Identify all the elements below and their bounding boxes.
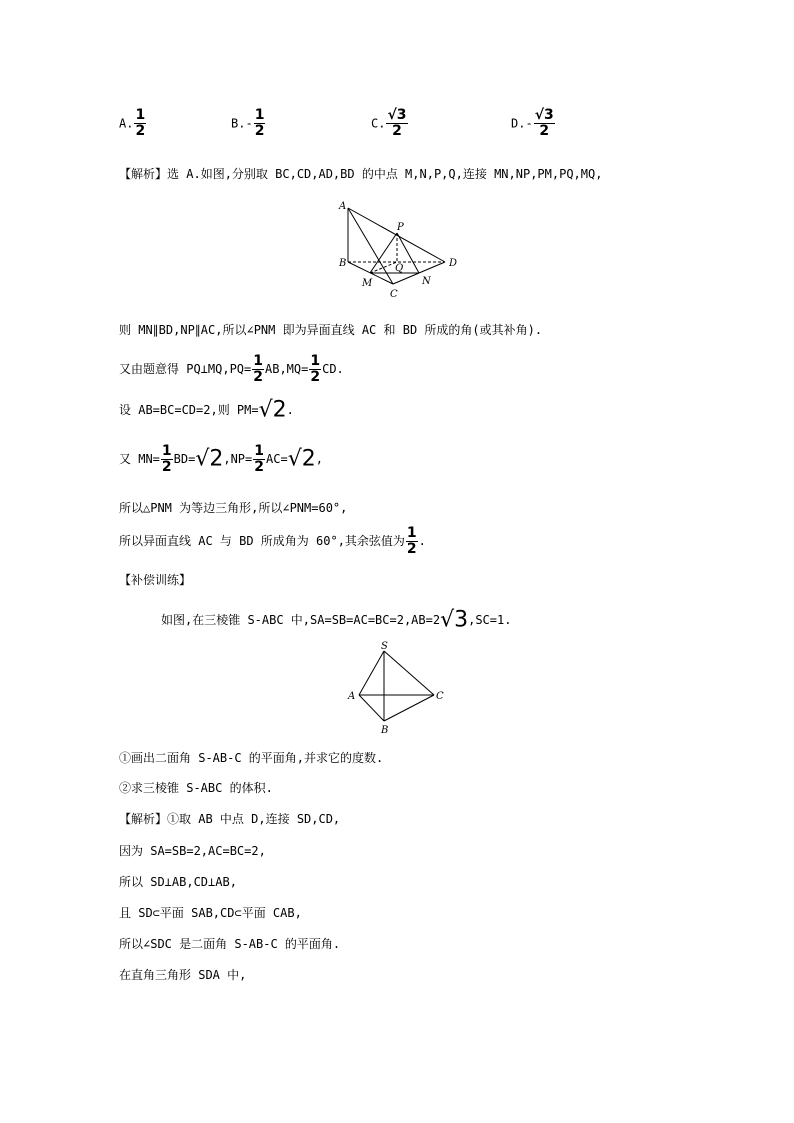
label-m: M: [362, 278, 373, 289]
label-a: A: [348, 691, 356, 702]
question-2: ②求三棱锥 S-ABC 的体积.: [119, 781, 273, 795]
analysis-line-6: 所以△PNM 为等边三角形,所以∠PNM=60°,: [119, 501, 348, 515]
label-b: B: [339, 258, 347, 269]
label-c: C: [436, 691, 444, 702]
label-b: B: [381, 725, 389, 736]
supplement-title: 【补偿训练】: [119, 573, 192, 587]
analysis2-line-3: 所以 SD⊥AB,CD⊥AB,: [119, 875, 237, 889]
analysis-line-7: 所以异面直线 AC 与 BD 所成角为 60°,其余弦值为 $\frac{1}{2}$ .: [119, 525, 426, 557]
sqrt-3: √3: [440, 607, 469, 633]
tetrahedron-figure-1: [330, 196, 464, 306]
label-c: C: [390, 289, 398, 300]
analysis2-line-2: 因为 SA=SB=2,AC=BC=2,: [119, 844, 266, 858]
edge-bc: [384, 695, 434, 721]
label-d: D: [449, 258, 458, 269]
fraction: $\frac{1}{2}$: [406, 525, 417, 557]
fraction: $\frac{1}{2}$: [161, 443, 172, 475]
edge-sa: [359, 651, 384, 695]
fraction: $\frac{1}{2}$: [310, 353, 321, 385]
fraction: $\frac{1}{2}$: [254, 107, 265, 139]
analysis-tag: 【解析】: [119, 167, 168, 181]
option-d: D.- $\frac{√3}{2}$: [511, 107, 554, 139]
option-c: C. $\frac{√3}{2}$: [371, 107, 407, 139]
fraction: $\frac{1}{2}$: [254, 443, 265, 475]
question-1: ①画出二面角 S-AB-C 的平面角,并求它的度数.: [119, 751, 384, 765]
edge-sc: [384, 651, 434, 695]
analysis2-line-1: 【解析】①取 AB 中点 D,连接 SD,CD,: [119, 812, 341, 826]
label-n: N: [422, 276, 431, 287]
sqrt-2: √2: [195, 446, 224, 472]
analysis-line-4: 设 AB=BC=CD=2,则 PM=√2.: [119, 397, 294, 423]
sqrt-2: √2: [258, 397, 287, 423]
fraction: $\frac{√3}{2}$: [387, 107, 407, 139]
label-q: Q: [395, 263, 404, 274]
analysis2-line-6: 在直角三角形 SDA 中,: [119, 968, 247, 982]
analysis2-line-4: 且 SD⊂平面 SAB,CD⊂平面 CAB,: [119, 906, 302, 920]
analysis-line-1: 【解析】选 A.如图,分别取 BC,CD,AD,BD 的中点 M,N,P,Q,连接 MN,NP,PM,PQ,MQ,: [119, 167, 603, 181]
fraction: $\frac{√3}{2}$: [534, 107, 554, 139]
analysis-line-3: 又由题意得 PQ⊥MQ,PQ= $\frac{1}{2}$ AB,MQ= $\frac{1}{2}$ CD.: [119, 353, 344, 385]
analysis-line-2: 则 MN∥BD,NP∥AC,所以∠PNM 即为异面直线 AC 和 BD 所成的角(或其补角).: [119, 323, 543, 337]
analysis-line-5: 又 MN= $\frac{1}{2}$ BD=√2,NP= $\frac{1}{2}$ AC=√2,: [119, 443, 323, 475]
label-p: P: [397, 222, 404, 233]
label-a: A: [339, 201, 347, 212]
option-a: A. $\frac{1}{2}$: [119, 107, 146, 139]
fraction: $\frac{1}{2}$: [135, 107, 146, 139]
analysis-tag: 【解析】: [119, 812, 168, 826]
tetrahedron-figure-2: [344, 640, 450, 736]
analysis2-line-5: 所以∠SDC 是二面角 S-AB-C 的平面角.: [119, 937, 341, 951]
label-s: S: [381, 641, 388, 652]
option-b: B.- $\frac{1}{2}$: [231, 107, 265, 139]
fraction: $\frac{1}{2}$: [253, 353, 263, 385]
sqrt-2: √2: [287, 446, 316, 472]
edge-ab: [359, 695, 384, 721]
supplement-problem: 如图,在三棱锥 S-ABC 中,SA=SB=AC=BC=2,AB=2√3,SC=1.: [161, 607, 512, 633]
